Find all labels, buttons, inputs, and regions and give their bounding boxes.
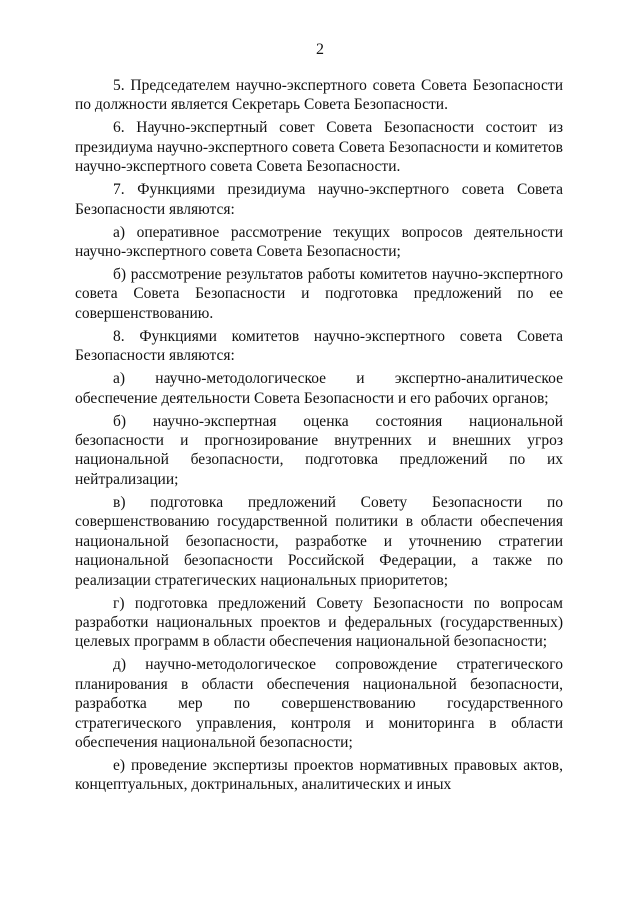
paragraph-7b: б) рассмотрение результатов работы комитетов научно-экспертного совета Совета Безопасности и подготовка предложений по ее совершенствованию. [75,266,563,322]
paragraph-7-presidium-functions: 7. Функциями президиума научно-экспертного совета Совета Безопасности являются: [75,181,563,218]
paragraph-8g: г) подготовка предложений Совету Безопасности по вопросам разработки национальных проектов и федеральных (государственных) целевых программ в области обеспечения национальной безопасности; [75,594,563,651]
paragraph-7a: а) оперативное рассмотрение текущих вопросов деятельности научно-экспертного совета Совета Безопасности; [75,223,563,261]
paragraph-5-chairman: 5. Председателем научно-экспертного совета Совета Безопасности по должности является Секретарь Совета Безопасности. [75,77,563,114]
page-number: 2 [316,41,324,58]
paragraph-8a: а) научно-методологическое и экспертно-аналитическое обеспечение деятельности Совета Безопасности и его рабочих органов; [75,370,563,407]
paragraph-6-composition: 6. Научно-экспертный совет Совета Безопасности состоит из президиума научно-экспертного совета Совета Безопасности и комитетов научно-экспертного совета Совета Безопасности. [75,119,563,176]
paragraph-8-committee-functions: 8. Функциями комитетов научно-экспертного совета Совета Безопасности являются: [75,327,563,365]
paragraph-8b: б) научно-экспертная оценка состояния национальной безопасности и прогнозирование внутренних и внешних угроз национальной безопасности, подготовка предложений по их нейтрализации; [75,412,563,488]
paragraph-8d: д) научно-методологическое сопровождение стратегического планирования в области обеспечения национальной безопасности, разработка мер по совершенствованию государственного стратегического управления, контроля и мониторинга в области обеспечения национальной безопасности; [75,656,563,751]
paragraph-8e: е) проведение экспертизы проектов нормативных правовых актов, концептуальных, доктринальных, аналитических и иных [75,756,563,794]
paragraph-8v: в) подготовка предложений Совету Безопасности по совершенствованию государственной политики в области обеспечения национальной безопасности, разработке и уточнению стратегии национальной безопасности Российской Федерации, а также по реализации стратегических национальных приоритетов; [75,493,563,589]
document-body [75,76,563,795]
